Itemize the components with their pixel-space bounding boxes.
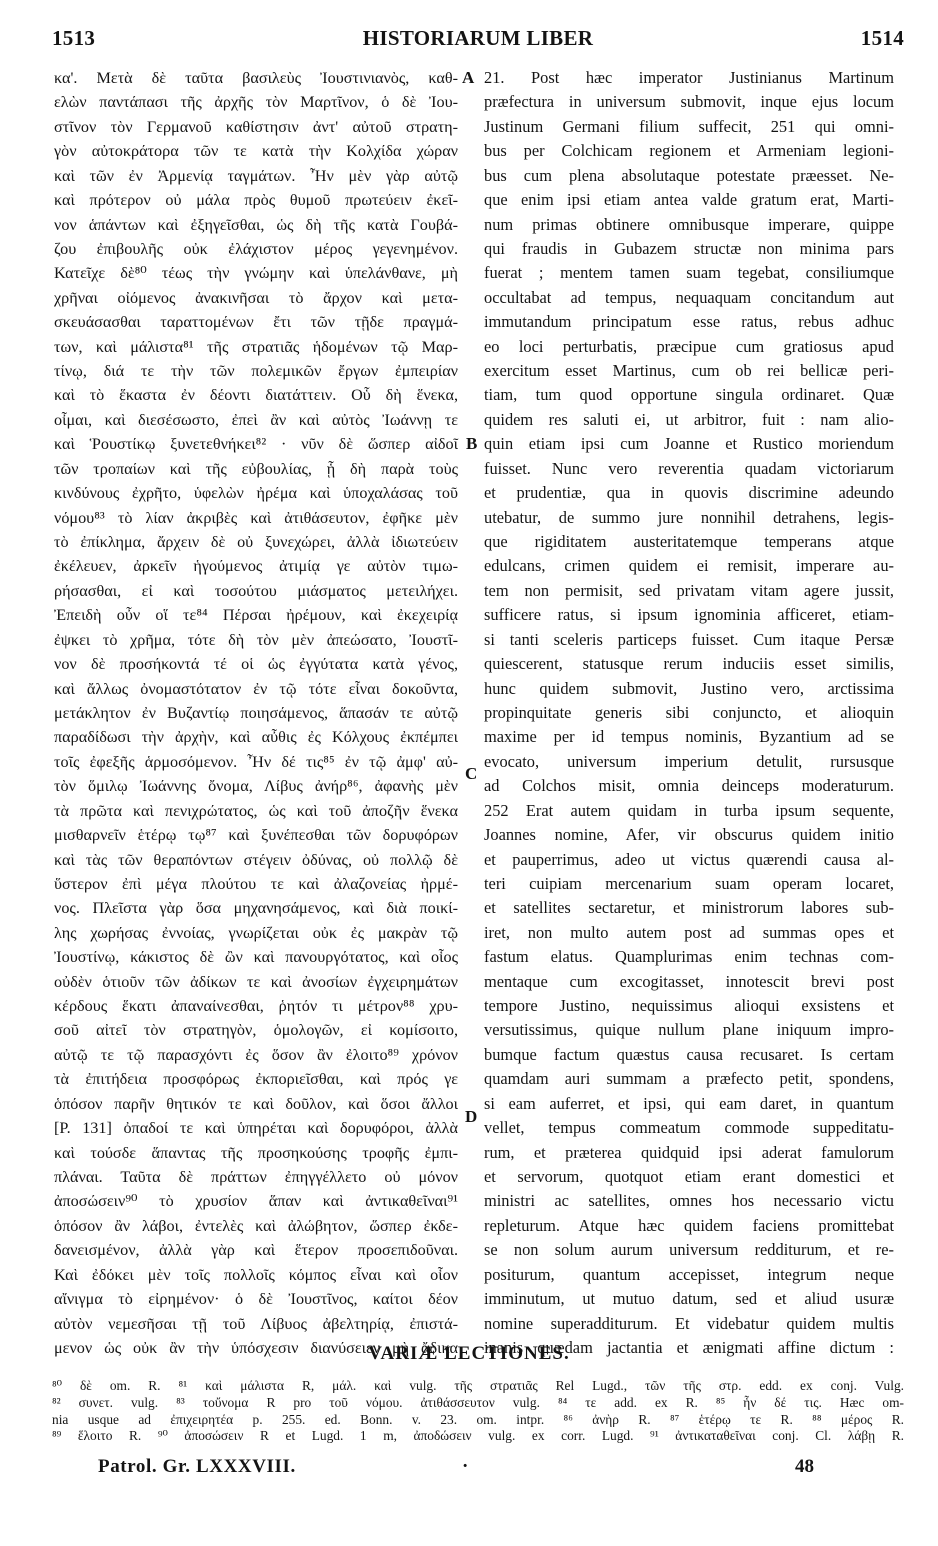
latin-text-line: quiescerent, statusque rerum induciis esset similis,	[484, 654, 894, 674]
running-title: HISTORIARUM LIBER	[362, 26, 594, 50]
latin-text-line: teri cuipiam mercenarium suam operam locaret,	[484, 873, 894, 893]
latin-text-line: et prudentiæ, qua in quovis discrimine adeundo	[484, 483, 894, 503]
latin-text-line: edulcans, crimen quidem ei remisit, imperare au-	[484, 556, 894, 576]
latin-text-line: iret, non multo autem post ad summas opes et	[484, 922, 894, 942]
greek-text-line: των, καὶ μάλιστα⁸¹ τῆς στρατιᾶς ἡδομένων τῷ Μαρ-	[54, 337, 458, 356]
greek-text-line: τοῖς ἐφεξῆς ἁρμοσόμενον. Ἦν δέ τις⁸⁵ ἐν τῷ ἀμφ' αὐ-	[54, 752, 458, 771]
greek-text-line: καὶ ἄλλως ὀνομαστότατον ἐν τῷ τότε εἶναι δοκοῦντα,	[54, 679, 458, 698]
latin-text-line: utebatur, de summo jure nonnihil detrahens, legis-	[484, 507, 894, 527]
variant-reading-line: ⁸⁰ δὲ om. R. ⁸¹ καὶ μάλιστα R, μάλ. καὶ vulg. τῆς στρατιᾶς Rel Lugd., τῶν τῆς στρ. edd. ex conj. Vulg.	[52, 1378, 904, 1393]
greek-text-line: ὕστερον ἐπὶ μέγα πλούτου τε καὶ ἀλαζονείας ἠρμέ-	[54, 874, 458, 893]
latin-text-line: 21. Post hæc imperator Justinianus Martinum	[484, 68, 894, 87]
greek-text-line: αὐτῷ τε τῷ παρασχόντι ἐς ὅσον ἂν ἐλοιτο⁸⁹ χρόνον	[54, 1045, 458, 1064]
greek-text-line: ἐκέλευεν, ἀρκεῖν ἡγούμενος ἀτιμίᾳ γε αὐτὸν τιμω-	[54, 557, 458, 576]
latin-text-line: exercitum esset Martinus, cum ob rei bellicæ peri-	[484, 361, 894, 381]
latin-text-line: et servorum, quotquot etiam erant domestici et	[484, 1166, 894, 1186]
latin-text-line: quamdam auri summam a præfecto petit, spondens,	[484, 1069, 894, 1089]
left-page-number: 1513	[52, 26, 96, 50]
greek-text-line: οὐδὲν ὁτιοῦν τῶν ἀδίκων τε καὶ ἀνοσίων ἐγχειρημάτων	[54, 972, 458, 991]
latin-text-line: occultabat ad tempus, nequaquam concitandum aut	[484, 287, 894, 307]
greek-text-line: νον δὲ προσήκοντά τέ οἱ ὡς ἐγγύτατα κατὰ γένος,	[54, 655, 458, 674]
greek-text-line: μενον ὡς οὐκ ἂν τὴν ὑπόσχεσιν διανύσειεν μὴ ἄδικα	[54, 1338, 458, 1357]
greek-text-line: ὁπόσον ἂν λάβοι, ἐντελὲς καὶ ἀλώβητον, ὥσπερ ἐκδε-	[54, 1216, 458, 1235]
greek-text-line: στῖνον τὸν Γερμανοῦ καθίστησιν ἀντ' αὐτοῦ στρατη-	[54, 117, 458, 136]
latin-text-line: hunc quidem submovit, Justino vero, arctissima	[484, 678, 894, 698]
latin-text-line: et satellites sectaretur, et ministrorum labores sub-	[484, 898, 894, 918]
variant-reading-line: nia usque ad ἐπιχειρητέα p. 255. ed. Bonn. v. 23. om. intpr. ⁸⁶ ἀνὴρ R. ⁸⁷ ἑτέρῳ τε R. ⁸⁸ μέρος R.	[52, 1411, 904, 1427]
latin-text-line: que enim ipsi etiam antea valde gratum erat, Marti-	[484, 190, 894, 210]
greek-text-line: αἴνιγμα τὸ εἰρημένον· ὁ δὲ Ἰουστῖνος, καίτοι δέον	[54, 1290, 458, 1309]
latin-text-line: si tanti sceleris particeps fuisset. Cum itaque Persæ	[484, 629, 894, 649]
latin-text-line: inanis quædam jactantia et ænigmati affine dictum :	[484, 1337, 894, 1357]
greek-text-line: καὶ Ῥουστίκῳ ξυνετεθνήκει⁸² · νῦν δὲ ὥσπερ αἰδοῖ	[54, 435, 458, 454]
latin-text-line: fuerat ; mentem tamen suam tegebat, consiliumque	[484, 263, 894, 283]
latin-text-line: bumque factum quæstus causa recusaret. Is certam	[484, 1044, 894, 1064]
margin-marker-d: D	[465, 1107, 478, 1126]
latin-text-line: Joannes nomine, Afer, vir obscurus quidem initio	[484, 825, 894, 845]
signature-number: 48	[795, 1456, 814, 1477]
greek-text-line: γὸν αὐτοκράτορα τῶν τε κατὰ τὴν Κολχίδα χώραν	[54, 142, 458, 161]
greek-text-line: [P. 131] ὀπαδοί τε καὶ ὑπηρέται καὶ δορυφόροι, ἀλλὰ	[54, 1119, 458, 1138]
latin-text-column	[484, 66, 894, 1357]
latin-text-line: ad Colchos misit, omnia deinceps moderaturum.	[484, 776, 894, 796]
latin-text-line: Justinum Germani filium suffecit, 251 qui omni-	[484, 116, 894, 136]
latin-text-line: rum, et præterea quidquid ipsi aderat famulorum	[484, 1142, 894, 1162]
greek-text-line: οἶμαι, καὶ διεσέσωστο, ἐπεὶ ἂν καὶ αὐτὸς Ἰωάννῃ τε	[54, 410, 458, 429]
variant-reading-line: ⁸⁹ ἕλοιτο R. ⁹⁰ ἀποσώσειν R et Lugd. 1 m, ἀποδώσειν vulg. ex corr. Lugd. ⁹¹ ἀντικαταθεῖναι conj. Cl. λάβῃ R.	[52, 1428, 904, 1444]
latin-text-line: propinquitate generis sibi conjuncto, et alioquin	[484, 702, 894, 722]
greek-text-line: σκευάσασθαι ταραττομένων ἔτι τῶν τῇδε πραγμά-	[54, 313, 458, 332]
greek-text-line: ἐψκει τὸ χρῆμα, τότε δὴ τὸν μὲν ἀπεώσατο, Ἰουστῖ-	[54, 630, 458, 649]
greek-text-line: αὐτὸν νεμεσῆσαι τῇ τοῦ Λίβυος ἀβελτηρίᾳ, ἐπιστά-	[54, 1314, 458, 1333]
latin-text-line: præfectura in universum submovit, inque ejus locum	[484, 92, 894, 112]
greek-text-line: παραδίδωσι τὴν ἀρχὴν, καὶ αὖθις ἐς Κόλχους ἐκπέμπει	[54, 728, 458, 747]
greek-text-line: καὶ τούσδε ἅπαντας τῆς προσηκούσης τροφῆς ἐμπι-	[54, 1143, 458, 1162]
latin-text-line: num primas obtinere omnibusque imperare, quippe	[484, 214, 894, 234]
latin-text-line: vellet, tempus commeatum commode suppeditatu-	[484, 1118, 894, 1138]
greek-text-line: ελὼν παντάπασι τῆς ἀρχῆς τὸν Μαρτῖνον, ὁ δὲ Ἰου-	[54, 93, 458, 112]
latin-text-line: imminutum, ut mutuo datum, sed et aliud usuræ	[484, 1289, 894, 1309]
greek-text-line: κινδύνους ἐχρῆτο, ὑφελὼν ἠρέμα καὶ ὑποχαλάσας τοῦ	[54, 484, 458, 503]
latin-text-line: maxime per id tempus nominis, Byzantium ad se	[484, 727, 894, 747]
latin-text-line: et pauperrimus, adeo ut victus quærendi causa al-	[484, 849, 894, 869]
greek-text-line: τὰ πρῶτα καὶ πενιχρώτατος, ὡς καὶ τοῦ ἀποζῆν ἕνεκα	[54, 801, 458, 820]
page-header	[52, 26, 904, 60]
latin-text-line: tem non permisit, sed privatam vitam agere jussit,	[484, 580, 894, 600]
greek-text-column	[54, 66, 458, 1357]
greek-text-line: ὁπόσον παρῆν θητικόν τε καὶ δοῦλον, καὶ ὅσοι ἄλλοι	[54, 1094, 458, 1113]
margin-marker-c: C	[465, 764, 478, 783]
latin-text-line: quin etiam ipsi cum Joanne et Rustico moriendum	[484, 434, 894, 454]
latin-text-line: 252 Erat autem quidam in turba ipsum sequente,	[484, 800, 894, 820]
greek-text-line: ρήσασθαι, εἰ καὶ τοσούτου μιάσματος μετειλήχει.	[54, 581, 458, 600]
right-page-number: 1514	[860, 26, 904, 50]
greek-text-line: σοῦ αἰτεῖ τὸν στρατηγὸν, ὁμολογῶν, εἰ κομίσοιτο,	[54, 1021, 458, 1040]
page-footer	[52, 1456, 904, 1482]
margin-marker-b: B	[466, 434, 478, 453]
latin-text-line: bus per Colchicam regionem et Armeniam legioni-	[484, 141, 894, 161]
greek-text-line: μισθαρνεῖν ἑτέρῳ τῳ⁸⁷ καὶ ξυνέπεσθαι τῶν δορυφόρων	[54, 826, 458, 845]
greek-text-line: πλάναι. Ταῦτα δὲ πράττων ἐπηγγέλλετο οὐ μόνον	[54, 1167, 458, 1186]
greek-text-line: Καὶ ἐδόκει μὲν τοῖς πολλοῖς κόμπος εἶναι καὶ οἷον	[54, 1265, 458, 1284]
variae-lectiones-heading: VARIÆ LECTIONES.	[368, 1343, 570, 1364]
greek-text-line: νος. Πλεῖστα γὰρ ὅσα μηχανησάμενος, καὶ διὰ ποικί-	[54, 899, 458, 918]
latin-text-line: mentaque cum excogitasset, innotescit brevi post	[484, 971, 894, 991]
latin-text-line: bus cum plena absolutaque potestate præesset. Ne-	[484, 165, 894, 185]
greek-text-line: τῶν τροπαίων καὶ τῆς εὐβουλίας, ᾗ δὴ παρὰ τοὺς	[54, 459, 458, 478]
greek-text-line: καὶ τὸ ἕκαστα ἐν δέοντι διατάττειν. Οὗ δὴ ἕνεκα,	[54, 386, 458, 405]
latin-text-line: immutandum principatum esse ratus, rebus adhuc	[484, 312, 894, 332]
greek-text-line: κα'. Μετὰ δὲ ταῦτα βασιλεὺς Ἰουστινιανὸς, καθ-	[54, 69, 458, 87]
latin-text-line: ministri ac satellites, omnes hos necessario victu	[484, 1191, 894, 1211]
greek-text-line: τὸ ἐπίκλημα, ἄρχειν δὲ οὐ ξυνεχώρει, ἀλλὰ ἰδιωτεύειν	[54, 533, 458, 552]
latin-text-line: repleturum. Atque hæc quidem faciens promittebat	[484, 1215, 894, 1235]
latin-text-line: eo loci perturbatis, præcipue cum gratiosus apud	[484, 336, 894, 356]
latin-text-line: tempore Justino, nequissimus alioqui exsistens et	[484, 996, 894, 1016]
greek-text-line: ἀποσώσειν⁹⁰ τὸ χρυσίον ἅπαν καὶ ἀντικαθεῖναι⁹¹	[54, 1192, 458, 1211]
latin-text-line: fuisset. Nunc vero reverentia quadam victoriarum	[484, 458, 894, 478]
greek-text-line: λης χωρήσας ἐννοίας, γνωρίζεται οὐκ ἐς μακρὰν τῷ	[54, 923, 458, 942]
greek-text-line: μετάκλητον ἐν Βυζαντίῳ ποιησάμενος, ἅπασάν τε αὐτῷ	[54, 703, 458, 722]
latin-text-line: positurum, quantum accepisset, integrum neque	[484, 1264, 894, 1284]
greek-text-line: καὶ πρότερον οὐ μάλα πρὸς θυμοῦ πρωτεύειν ἐκεῖ-	[54, 191, 458, 210]
latin-text-line: qui fraudis in Gubazem structæ non minima pars	[484, 238, 894, 258]
greek-text-line: καὶ τὰς τῶν θεραπόντων στέγειν ὀδύνας, οὐ πολλῷ δὲ	[54, 850, 458, 869]
margin-marker-a: A	[462, 68, 475, 87]
footer-dot: ·	[462, 1456, 469, 1477]
latin-text-line: si eam auferret, et ipsi, qui eam daret, in quantum	[484, 1093, 894, 1113]
greek-text-line: νόμου⁸³ τὸ λίαν ἀκριβὲς καὶ ἀτιθάσευτον, ἐφῆκε μὲν	[54, 508, 458, 527]
patrologia-volume: Patrol. Gr. LXXXVIII.	[98, 1456, 296, 1477]
greek-text-line: χρῆναι οἰόμενος ἀνακινῆσαι τὸ ἄρχον καὶ μετα-	[54, 288, 458, 307]
latin-text-line: sufficere ratus, si ipsum ignominia afficeret, etiam-	[484, 605, 894, 625]
greek-text-line: τὰ ἐπιτήδεια προσφόρως ἐκποριεῖσθαι, καὶ πρός γε	[54, 1070, 458, 1089]
greek-text-line: τίνῳ, διά τε τὴν τῶν πολεμικῶν ἔργων ἐμπειρίαν	[54, 362, 458, 381]
greek-text-line: νον ἁπάντων καὶ ἐξηγεῖσθαι, ὡς δὴ τῆς κατὰ Γουβά-	[54, 215, 458, 234]
latin-text-line: evocato, universum imperium detulit, rursusque	[484, 751, 894, 771]
latin-text-line: se non solum aurum universum redditurum, et re-	[484, 1240, 894, 1260]
variant-readings	[52, 1378, 904, 1445]
latin-text-line: tiam, tum quod opportune singula ordinaret. Quæ	[484, 385, 894, 405]
latin-text-line: nomine superadditurum. Et videbatur quidem multis	[484, 1313, 894, 1333]
greek-text-line: κέρδους ἕκατι ἀπαναίνεσθαι, ῥητόν τι μέτρον⁸⁸ χρυ-	[54, 997, 458, 1016]
latin-text-line: quidem res saluti ei, ut arbitror, fuit : nam alio-	[484, 409, 894, 429]
greek-text-line: Ἰουστίνῳ, κάκιστος δὲ ὢν καὶ πανουργότατος, καὶ οἷος	[54, 948, 458, 967]
greek-text-line: ζου ἐπιβουλῆς οὐκ ἐλάχιστον μέρος γεγενημένον.	[54, 239, 458, 258]
latin-text-line: que rigiditatem austeritatemque temperans atque	[484, 532, 894, 552]
variant-reading-line: ⁸² συνετ. vulg. ⁸³ τοὔνομα R pro τοῦ νόμου. ἀτιθάσσευτον vulg. ⁸⁴ τε add. ex R. ⁸⁵ ἦν δέ τις. Hæc om-	[52, 1394, 904, 1410]
greek-text-line: τὸν ὅμιλῳ Ἰωάννης ὄνομα, Λίβυς ἀνήρ⁸⁶, ἀφανὴς μὲν	[54, 777, 458, 796]
latin-text-line: versutissimus, quique nullum plane iniquum impro-	[484, 1020, 894, 1040]
latin-text-line: fastum elatus. Quamplurimas enim technas com-	[484, 947, 894, 967]
greek-text-line: δανεισμένον, ἀλλὰ γὰρ καὶ ἕτερον προσεπιδοῦναι.	[54, 1241, 458, 1260]
greek-text-line: Κατεῖχε δὲ⁸⁰ τέως τὴν γνώμην καὶ ὑπελάνθανε, μὴ	[54, 264, 458, 283]
greek-text-line: Ἐπειδὴ οὖν οἵ τε⁸⁴ Πέρσαι ἠρέμουν, καὶ ἐκεχειρίᾳ	[54, 606, 458, 625]
greek-text-line: καὶ τῶν ἐν Ἀρμενίᾳ ταγμάτων. Ἦν μὲν γὰρ αὐτῷ	[54, 166, 458, 185]
